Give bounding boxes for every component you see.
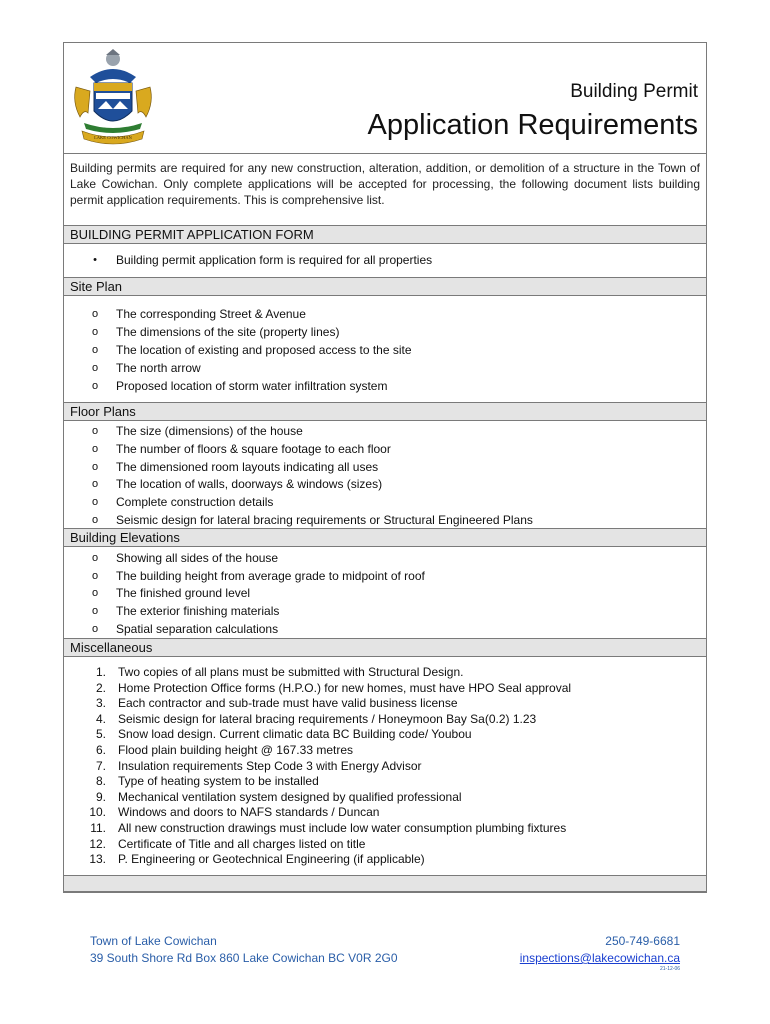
- list-item-text: Complete construction details: [116, 495, 274, 509]
- list-item-text: Proposed location of storm water infiltration system: [116, 379, 388, 393]
- circle-marker: o: [91, 605, 99, 617]
- item-text: Seismic design for lateral bracing requirements / Honeymoon Bay Sa(0.2) 1.23: [118, 711, 537, 726]
- item-number: 9.: [95, 789, 106, 804]
- footer-email-link[interactable]: inspections@lakecowichan.ca: [519, 951, 680, 965]
- item-text: Flood plain building height @ 167.33 metres: [118, 743, 353, 757]
- circle-marker: o: [91, 344, 99, 356]
- header: [64, 43, 706, 154]
- requirements-form: [63, 42, 707, 893]
- list-item-text: Seismic design for lateral bracing requirements or Structural Engineered Plans: [116, 513, 533, 527]
- list-item-text: The size (dimensions) of the house: [116, 424, 303, 438]
- circle-marker: o: [91, 570, 99, 582]
- crest-motto: LAKE COWICHAN: [94, 135, 132, 140]
- section-heading-building-elevations: Building Elevations: [64, 528, 706, 547]
- section-heading-miscellaneous: Miscellaneous: [64, 638, 706, 657]
- circle-marker: o: [91, 425, 99, 437]
- item-text: Windows and doors to NAFS standards / Duncan: [118, 805, 380, 820]
- circle-marker: o: [91, 362, 99, 374]
- item-number: 5.: [95, 727, 106, 742]
- document-revision-code: 21-12-06: [659, 966, 680, 972]
- item-text: Each contractor and sub-trade must have valid business license: [118, 696, 458, 711]
- item-text: Insulation requirements Step Code 3 with Energy Advisor: [118, 758, 422, 773]
- section-heading-application-form: BUILDING PERMIT APPLICATION FORM: [64, 225, 706, 244]
- circle-marker: o: [91, 496, 99, 508]
- title-application-requirements: Application Requirements: [367, 109, 698, 141]
- item-text: Certificate of Title and all charges listed on title: [118, 836, 366, 851]
- list-item-text: The north arrow: [116, 361, 201, 375]
- footer-address: 39 South Shore Rd Box 860 Lake Cowichan BC V0R 2G0: [90, 951, 398, 965]
- item-number: 1.: [95, 665, 106, 679]
- circle-marker: o: [91, 478, 99, 490]
- circle-marker: o: [91, 443, 99, 455]
- list-item-text: Spatial separation calculations: [116, 622, 279, 636]
- section-heading-floor-plans: Floor Plans: [64, 402, 706, 421]
- circle-marker: o: [91, 461, 99, 473]
- item-number: 2.: [95, 680, 106, 695]
- item-text: P. Engineering or Geotechnical Engineering (if applicable): [118, 852, 425, 867]
- list-item-text: Showing all sides of the house: [116, 551, 279, 565]
- circle-marker: o: [91, 308, 99, 320]
- item-text: Mechanical ventilation system designed by qualified professional: [118, 789, 462, 804]
- list-item-text: The corresponding Street & Avenue: [116, 307, 306, 321]
- list-item-text: The building height from average grade to midpoint of roof: [116, 569, 425, 583]
- list-item-text: The dimensions of the site (property lines): [116, 325, 340, 339]
- town-crest-logo: [70, 47, 156, 147]
- item-number: 3.: [95, 696, 106, 711]
- title-building-permit: Building Permit: [570, 81, 698, 102]
- footer-contact-address: [90, 933, 398, 967]
- intro-paragraph: Building permits are required for any new construction, alteration, addition, or demolition of a structure in the Town of Lake Cowichan. Only complete applications will be accepted for processing, the following document lists building permit application requirements. This is comprehensive list.: [70, 161, 700, 207]
- circle-marker: o: [91, 623, 99, 635]
- item-text: Type of heating system to be installed: [118, 774, 319, 789]
- item-text: Home Protection Office forms (H.P.O.) for new homes, must have HPO Seal approval: [118, 680, 572, 695]
- circle-marker: o: [91, 326, 99, 338]
- item-number: 13.: [89, 852, 106, 867]
- circle-marker: o: [91, 587, 99, 599]
- empty-footer-row: [64, 875, 706, 892]
- item-number: 4.: [95, 711, 106, 726]
- list-item-text: The location of walls, doorways & windows (sizes): [116, 477, 383, 491]
- list-item-text: The dimensioned room layouts indicating all uses: [116, 460, 379, 474]
- footer-phone: 250-749-6681: [605, 934, 680, 948]
- list-item-text: Building permit application form is required for all properties: [116, 253, 433, 267]
- item-number: 6.: [95, 743, 106, 757]
- footer-contact-phone-email: [520, 933, 680, 967]
- item-number: 12.: [89, 836, 106, 851]
- list-item-text: The location of existing and proposed access to the site: [116, 343, 412, 357]
- circle-marker: o: [91, 552, 99, 564]
- item-number: 7.: [95, 758, 106, 773]
- item-text: Two copies of all plans must be submitted with Structural Design.: [118, 665, 464, 679]
- footer-org-name: Town of Lake Cowichan: [90, 934, 217, 948]
- list-item-text: The finished ground level: [116, 586, 251, 600]
- list-item-text: The exterior finishing materials: [116, 604, 280, 618]
- item-number: 11.: [90, 821, 106, 835]
- section-heading-site-plan: Site Plan: [64, 277, 706, 296]
- bullet-marker: •: [93, 254, 97, 266]
- item-number: 10.: [89, 805, 106, 820]
- item-text: Snow load design. Current climatic data BC Building code/ Youbou: [118, 727, 472, 742]
- circle-marker: o: [91, 380, 99, 392]
- item-number: 8.: [95, 774, 106, 789]
- item-text: All new construction drawings must include low water consumption plumbing fixtures: [118, 821, 567, 835]
- list-item-text: The number of floors & square footage to each floor: [116, 442, 391, 456]
- circle-marker: o: [91, 514, 99, 526]
